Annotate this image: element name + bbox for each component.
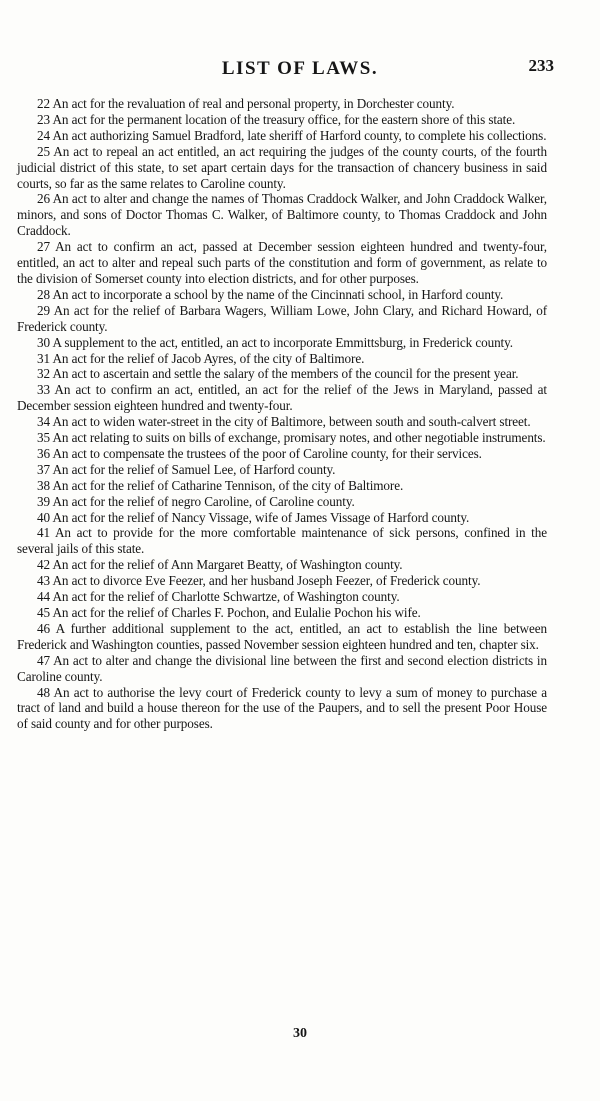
law-entry: 45 An act for the relief of Charles F. Pochon, and Eulalie Pochon his wife. — [37, 605, 421, 620]
law-entry: 44 An act for the relief of Charlotte Schwartze, of Washington county. — [37, 589, 400, 605]
running-head — [0, 56, 600, 86]
law-entry: 32 An act to ascertain and settle the salary of the members of the council for the present year. — [37, 366, 519, 382]
page-number: 233 — [528, 56, 554, 75]
law-entry: 48 An act to authorise the levy court of Frederick county to levy a sum of money to purchase a tract of land and build a house thereon for the use of the Paupers, and to sell the present Poor House of said county and for other purposes. — [17, 684, 547, 732]
law-entry: 36 An act to compensate the trustees of the poor of Caroline county, for their services. — [37, 445, 482, 461]
signature-mark: 30 — [293, 1026, 307, 1041]
law-entry: 30 A supplement to the act, entitled, an act to incorporate Emmittsburg, in Frederick county. — [37, 334, 513, 350]
law-entry: 29 An act for the relief of Barbara Wagers, William Lowe, John Clary, and Richard Howard, of Frederick county. — [17, 302, 547, 334]
law-entry: 31 An act for the relief of Jacob Ayres, of the city of Baltimore. — [37, 350, 365, 366]
law-entry: 40 An act for the relief of Nancy Vissage, wife of James Vissage of Harford county. — [37, 509, 470, 525]
law-entry: 43 An act to divorce Eve Feezer, and her husband Joseph Feezer, of Frederick county. — [37, 573, 481, 589]
law-entry: 34 An act to widen water-street in the city of Baltimore, between south and south-calvert street. — [37, 414, 531, 430]
law-entry: 25 An act to repeal an act entitled, an act requiring the judges of the county courts, of the fourth judicial district of this state, to set apart certain days for the transaction of chancery business in said courts, so far as the same relates to Caroline county. — [17, 143, 547, 191]
law-entry: 26 An act to alter and change the names of Thomas Craddock Walker, and John Craddock Walker, minors, and sons of Doctor Thomas C. Walker, of Baltimore county, to Thomas Craddock and John Craddock. — [17, 191, 547, 239]
law-entry: 23 An act for the permanent location of the treasury office, for the eastern shore of this state. — [37, 111, 516, 127]
law-entry: 42 An act for the relief of Ann Margaret Beatty, of Washington county. — [37, 557, 403, 573]
law-entry: 27 An act to confirm an act, passed at December session eighteen hundred and twenty-four, entitled, an act to alter and repeal such parts of the constitution and form of government, as relate to the division of Somerset county into election districts, and for other purposes. — [17, 239, 547, 286]
law-entry: 33 An act to confirm an act, entitled, an act for the relief of the Jews in Maryland, passed at December session eighteen hundred and twenty-four. — [17, 382, 547, 414]
law-entry: 47 An act to alter and change the divisional line between the first and second election districts in Caroline county. — [17, 652, 547, 684]
page-title: LIST OF LAWS. — [221, 58, 379, 79]
law-entry: 39 An act for the relief of negro Caroline, of Caroline county. — [37, 493, 355, 509]
law-entry: 38 An act for the relief of Catharine Tennison, of the city of Baltimore. — [37, 477, 404, 493]
law-entry: 24 An act authorizing Samuel Bradford, late sheriff of Harford county, to complete his collections. — [37, 127, 547, 143]
law-entry: 35 An act relating to suits on bills of exchange, promisary notes, and other negotiable instruments. — [37, 430, 546, 446]
law-entry: 41 An act to provide for the more comfortable maintenance of sick persons, confined in the several jails of this state. — [17, 525, 547, 557]
law-list — [17, 96, 547, 732]
law-entry: 28 An act to incorporate a school by the name of the Cincinnati school, in Harford county. — [37, 286, 504, 302]
law-entry: 46 A further additional supplement to the act, entitled, an act to establish the line between Frederick and Washington counties, passed November session eighteen hundred and ten, chapter six. — [17, 620, 547, 652]
law-entry: 22 An act for the revaluation of real and personal property, in Dorchester county. — [37, 96, 455, 111]
law-entry: 37 An act for the relief of Samuel Lee, of Harford county. — [37, 461, 336, 477]
